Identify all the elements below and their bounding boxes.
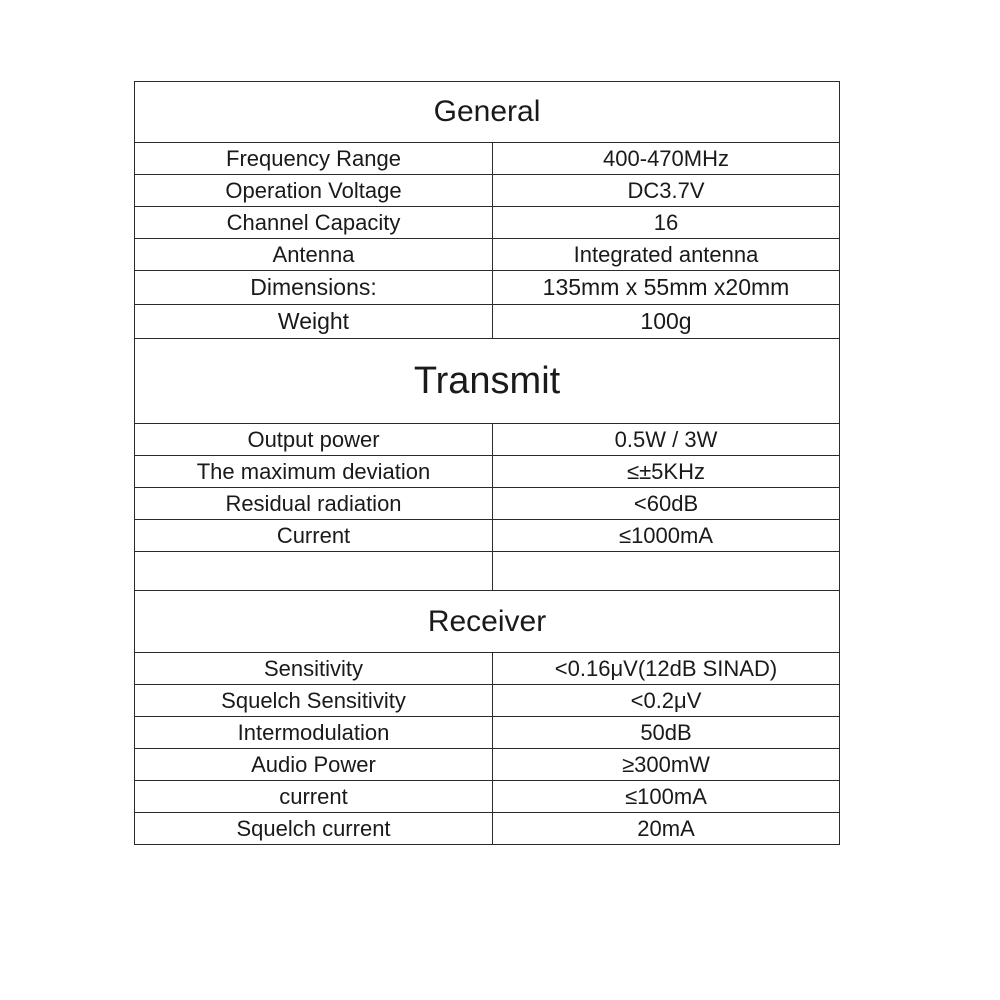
spec-value-empty — [493, 552, 840, 591]
spec-label: Frequency Range — [135, 143, 493, 175]
spec-value: 100g — [493, 305, 840, 339]
spec-label: Current — [135, 520, 493, 552]
spec-value: ≤1000mA — [493, 520, 840, 552]
spec-value: 0.5W / 3W — [493, 424, 840, 456]
spec-table — [134, 81, 840, 845]
table-row — [135, 456, 840, 488]
spec-label: Squelch Sensitivity — [135, 685, 493, 717]
spec-value: 400-470MHz — [493, 143, 840, 175]
table-row — [135, 271, 840, 305]
table-row — [135, 424, 840, 456]
spec-label: Squelch current — [135, 813, 493, 845]
table-row — [135, 813, 840, 845]
spec-label: Sensitivity — [135, 653, 493, 685]
spec-value: <60dB — [493, 488, 840, 520]
spec-value: DC3.7V — [493, 175, 840, 207]
table-row — [135, 175, 840, 207]
spec-value: Integrated antenna — [493, 239, 840, 271]
spec-value: 135mm x 55mm x20mm — [493, 271, 840, 305]
section-header-transmit — [135, 339, 840, 424]
spec-label: current — [135, 781, 493, 813]
spec-value: <0.2μV — [493, 685, 840, 717]
table-row — [135, 143, 840, 175]
table-row — [135, 653, 840, 685]
spec-label: Audio Power — [135, 749, 493, 781]
spec-value: ≤±5KHz — [493, 456, 840, 488]
spec-value: 16 — [493, 207, 840, 239]
table-row — [135, 305, 840, 339]
spec-label: Antenna — [135, 239, 493, 271]
spec-label: Weight — [135, 305, 493, 339]
spec-value: ≤100mA — [493, 781, 840, 813]
spec-label-empty — [135, 552, 493, 591]
table-row — [135, 685, 840, 717]
table-row — [135, 488, 840, 520]
table-row — [135, 207, 840, 239]
table-row — [135, 749, 840, 781]
spec-label: Channel Capacity — [135, 207, 493, 239]
spec-value: ≥300mW — [493, 749, 840, 781]
spec-label: The maximum deviation — [135, 456, 493, 488]
table-row — [135, 781, 840, 813]
section-title-general: General — [135, 82, 840, 143]
spec-label: Operation Voltage — [135, 175, 493, 207]
section-title-receiver: Receiver — [135, 591, 840, 653]
section-header-general — [135, 82, 840, 143]
section-header-receiver — [135, 591, 840, 653]
spec-label: Dimensions: — [135, 271, 493, 305]
spec-value: 20mA — [493, 813, 840, 845]
spec-value: <0.16μV(12dB SINAD) — [493, 653, 840, 685]
table-row — [135, 239, 840, 271]
table-row — [135, 520, 840, 552]
table-row-empty — [135, 552, 840, 591]
table-row — [135, 717, 840, 749]
spec-value: 50dB — [493, 717, 840, 749]
spec-label: Output power — [135, 424, 493, 456]
section-title-transmit: Transmit — [135, 339, 840, 424]
spec-label: Intermodulation — [135, 717, 493, 749]
spec-label: Residual radiation — [135, 488, 493, 520]
